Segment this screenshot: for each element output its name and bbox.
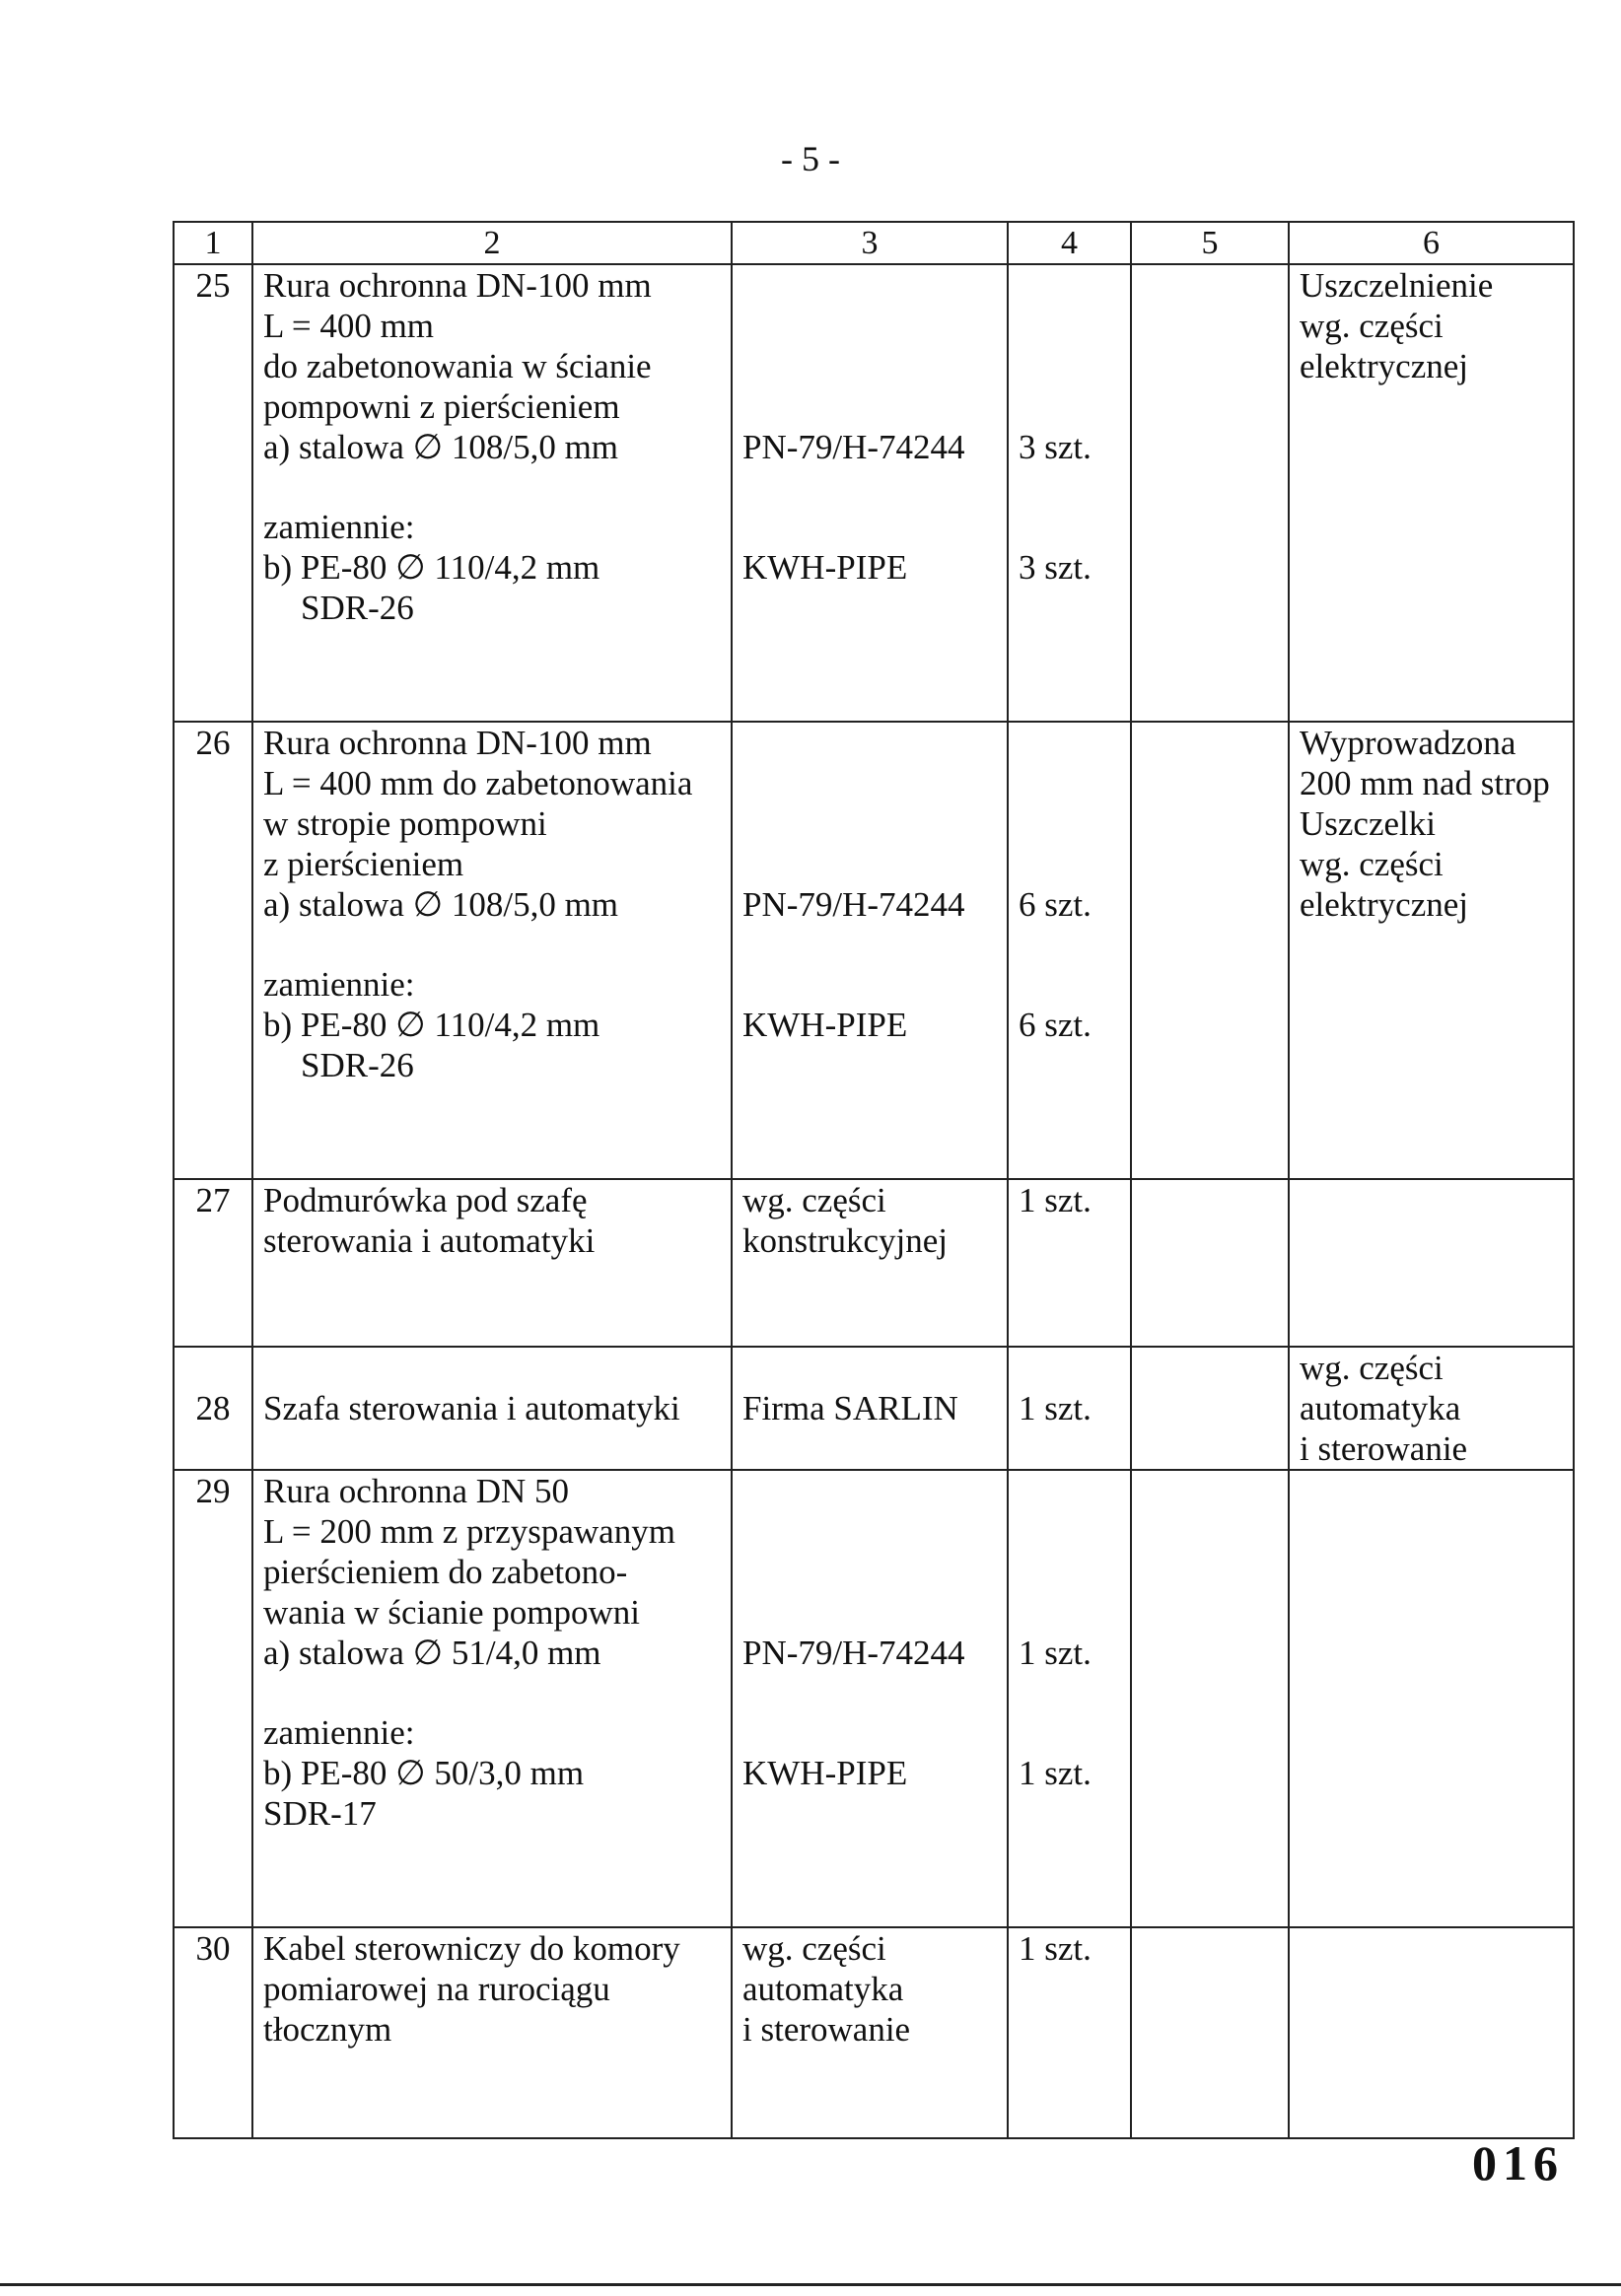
item-remarks xyxy=(1289,1179,1574,1347)
page-number: - 5 - xyxy=(781,139,840,178)
header-row xyxy=(174,222,1574,264)
item-description: Kabel sterowniczy do komory pomiarowej na rurociągu tłocznym xyxy=(252,1927,732,2138)
row-number: 29 xyxy=(174,1470,252,1927)
column-header: 3 xyxy=(732,222,1008,264)
item-col5 xyxy=(1131,1179,1289,1347)
item-standard: PN-79/H-74244 KWH-PIPE xyxy=(732,264,1008,722)
item-standard: wg. części automatyka i sterowanie xyxy=(732,1927,1008,2138)
table-row xyxy=(174,264,1574,722)
item-description: Rura ochronna DN-100 mm L = 400 mm do zabetonowania w stropie pompowni z pierścieniem a) stalowa ∅ 108/5,0 mm zamiennie: b) PE-80 ∅ 110/4,2 mm SDR-26 xyxy=(252,722,732,1179)
item-quantity: 1 szt. xyxy=(1008,1179,1131,1347)
page-stamp: 016 xyxy=(1472,2135,1564,2191)
bottom-rule xyxy=(0,2283,1621,2286)
item-col5 xyxy=(1131,1470,1289,1927)
column-header: 1 xyxy=(174,222,252,264)
table-row xyxy=(174,722,1574,1179)
item-col5 xyxy=(1131,1927,1289,2138)
item-quantity: 3 szt. 3 szt. xyxy=(1008,264,1131,722)
column-header: 5 xyxy=(1131,222,1289,264)
item-remarks xyxy=(1289,1470,1574,1927)
item-description: Szafa sterowania i automatyki xyxy=(252,1347,732,1470)
item-remarks: Wyprowadzona 200 mm nad strop Uszczelki wg. części elektrycznej xyxy=(1289,722,1574,1179)
table-row xyxy=(174,1179,1574,1347)
item-description: Rura ochronna DN 50 L = 200 mm z przyspawanym pierścieniem do zabetono- wania w ścianie pompowni a) stalowa ∅ 51/4,0 mm zamiennie: b) PE-80 ∅ 50/3,0 mm SDR-17 xyxy=(252,1470,732,1927)
column-header: 4 xyxy=(1008,222,1131,264)
item-quantity: 1 szt. xyxy=(1008,1927,1131,2138)
item-col5 xyxy=(1131,1347,1289,1470)
item-standard: PN-79/H-74244 KWH-PIPE xyxy=(732,1470,1008,1927)
row-number: 26 xyxy=(174,722,252,1179)
item-remarks: wg. części automatyka i sterowanie xyxy=(1289,1347,1574,1470)
column-header: 2 xyxy=(252,222,732,264)
item-standard: PN-79/H-74244 KWH-PIPE xyxy=(732,722,1008,1179)
table-row xyxy=(174,1927,1574,2138)
specification-table xyxy=(173,221,1575,2139)
row-number: 27 xyxy=(174,1179,252,1347)
item-quantity: 1 szt. 1 szt. xyxy=(1008,1470,1131,1927)
item-col5 xyxy=(1131,722,1289,1179)
table-row xyxy=(174,1470,1574,1927)
item-quantity: 6 szt. 6 szt. xyxy=(1008,722,1131,1179)
item-standard: Firma SARLIN xyxy=(732,1347,1008,1470)
item-remarks: Uszczelnienie wg. części elektrycznej xyxy=(1289,264,1574,722)
row-number: 30 xyxy=(174,1927,252,2138)
item-remarks xyxy=(1289,1927,1574,2138)
item-col5 xyxy=(1131,264,1289,722)
item-quantity: 1 szt. xyxy=(1008,1347,1131,1470)
item-description: Rura ochronna DN-100 mm L = 400 mm do zabetonowania w ścianie pompowni z pierścieniem a) stalowa ∅ 108/5,0 mm zamiennie: b) PE-80 ∅ 110/4,2 mm SDR-26 xyxy=(252,264,732,722)
row-number: 25 xyxy=(174,264,252,722)
row-number: 28 xyxy=(174,1347,252,1470)
item-description: Podmurówka pod szafę sterowania i automatyki xyxy=(252,1179,732,1347)
column-header: 6 xyxy=(1289,222,1574,264)
item-standard: wg. części konstrukcyjnej xyxy=(732,1179,1008,1347)
table-row xyxy=(174,1347,1574,1470)
